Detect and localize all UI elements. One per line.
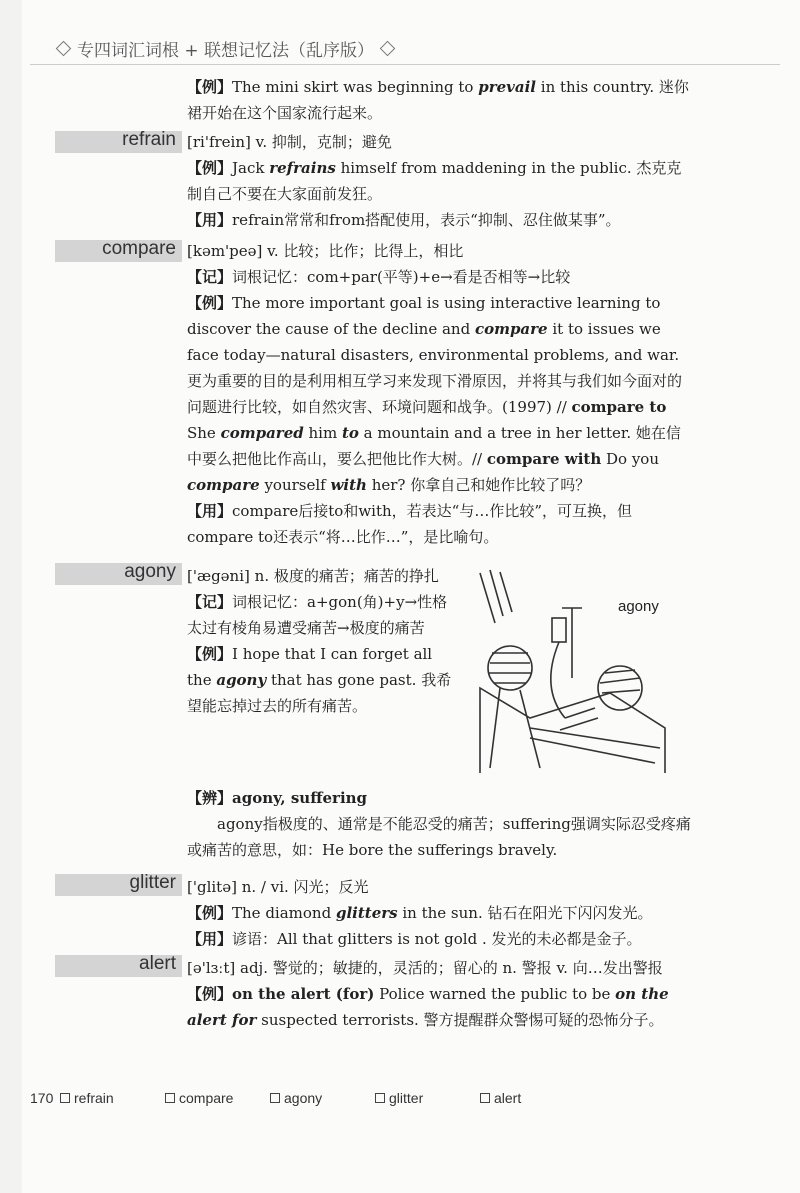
refrain-usage: 【用】refrain常常和from搭配使用，表示“抑制、忍住做某事”。 [187,211,621,229]
footer-item: refrain [60,1090,74,1106]
agony-distinction-text: agony指极度的、通常是不能忍受的痛苦；suffering强调实际忍受疼痛或痛苦的意思，如：He bore the sufferings bravely. [187,815,691,859]
entry-compare [187,238,692,550]
glitter-example: 【例】The diamond glitters in the sun. 钻石在阳光下闪闪发光。 [187,904,653,922]
illustration-caption: agony [618,598,659,615]
headword-alert: alert [139,953,176,974]
diamond-icon [380,41,396,57]
entry-agony [187,563,455,719]
headword-bar-refrain [55,131,182,153]
refrain-definition: [ri'frein] v. 抑制，克制；避免 [187,133,392,151]
checkbox-icon [375,1093,385,1103]
headword-compare: compare [102,238,176,259]
checkbox-icon [165,1093,175,1103]
footer-item: agony [270,1090,284,1106]
header-title: 专四词汇词根 + 联想记忆法（乱序版） [77,41,375,61]
checkbox-icon [60,1093,70,1103]
alert-example: 【例】on the alert (for) Police warned the public to be on the alert for suspected terrorists. 警方提醒群众警惕可疑的恐怖分子。 [187,985,669,1029]
headword-bar-agony [55,563,182,585]
agony-distinction-title: 【辨】agony, suffering [187,789,368,807]
headword-bar-alert [55,955,182,977]
compare-example: 【例】The more important goal is using interactive learning to discover the cause of the decline and compare it to issues we face today—natural disasters, environmental problems, and war. 更为重要的目的是利用相互学习来发现下滑原因，并将其与我们如今面对的问题进行比较，如自然灾害、环境问题和战争。(1997) // compare to She compared him to a mountain and a tree in her letter. 她在信中要么把他比作高山，要么把他比作大树。// compare with Do you compare yourself with her? 你拿自己和她作比较了吗？ [187,294,683,494]
footer-item: glitter [375,1090,389,1106]
running-header [50,36,401,61]
alert-definition: [ə'lɜːt] adj. 警觉的；敏捷的，灵活的；留心的 n. 警报 v. 向…发出警报 [187,959,663,977]
headword-refrain: refrain [122,129,176,150]
headword-bar-glitter [55,874,182,896]
prevail-example: 【例】The mini skirt was beginning to prevail in this country. 迷你裙开始在这个国家流行起来。 [187,78,689,122]
footer-item: alert [480,1090,494,1106]
compare-usage: 【用】compare后接to和with，若表达“与…作比较”，可互换，但compare to还表示“将…比作…”，是比喻句。 [187,502,632,546]
page-number: 170 [30,1090,54,1106]
agony-definition: ['ægəni] n. 极度的痛苦；痛苦的挣扎 [187,567,439,585]
agony-example: 【例】I hope that I can forget all the agony that has gone past. 我希望能忘掉过去的所有痛苦。 [187,645,452,715]
headword-agony: agony [124,561,176,582]
compare-definition: [kəm'peə] v. 比较；比作；比得上，相比 [187,242,464,260]
headword-glitter: glitter [129,872,176,893]
refrain-example: 【例】Jack refrains himself from maddening in the public. 杰克克制自己不要在大家面前发狂。 [187,159,682,203]
agony-illustration [470,568,670,778]
agony-memory: 【记】词根记忆：a+gon(角)+y→性格太过有棱角易遭受痛苦→极度的痛苦 [187,593,448,637]
glitter-usage: 【用】谚语：All that glitters is not gold . 发光的未必都是金子。 [187,930,642,948]
diamond-icon [56,41,72,57]
compare-memory: 【记】词根记忆：com+par(平等)+e→看是否相等→比较 [187,268,571,286]
headword-bar-compare [55,240,182,262]
entry-refrain [187,129,692,233]
footer-item: compare [165,1090,179,1106]
header-rule [30,64,780,65]
checkbox-icon [270,1093,280,1103]
checkbox-icon [480,1093,490,1103]
entry-alert [187,955,692,1033]
agony-distinction [187,785,692,863]
glitter-definition: ['glitə] n. / vi. 闪光；反光 [187,878,369,896]
entry-glitter [187,874,692,952]
